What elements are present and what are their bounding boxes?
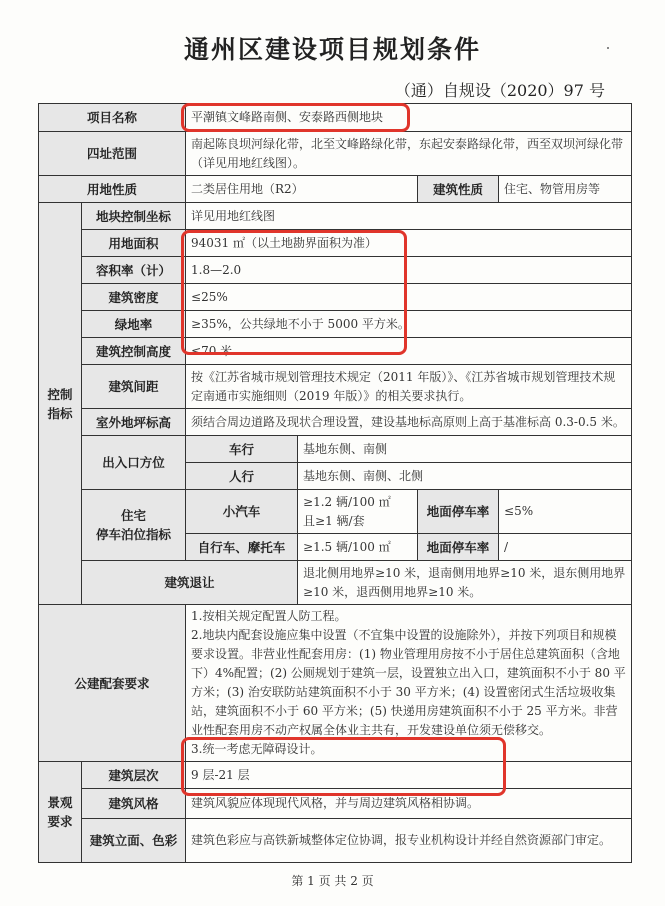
access-label: 出入口方位	[82, 436, 186, 490]
density-value: ≤25%	[186, 284, 632, 311]
parking-label	[82, 490, 186, 561]
facilities-value	[186, 605, 632, 762]
height-label: 建筑控制高度	[82, 338, 186, 365]
spacing-label: 建筑间距	[82, 365, 186, 409]
row-parking-car	[39, 490, 632, 534]
row-density	[39, 284, 632, 311]
facilities-item: 2.地块内配套设施应集中设置（不宜集中设置的设施除外），并按下列项目和规模要求设置。非营业性配套用房：(1) 物业管理用房按不小于居住总建筑面积（含地下）4%配置；(2) 公厕规划于建筑一层，设置独立出入口，建筑面积不小于 80 平方米；(3) 治安联防站建筑面积不小于 30 平方米；(4) 设置密闭式生活垃圾收集站，建筑面积不小于 60 平方米；(5) 快递用房建筑面积不小于 25 平方米。非营业性配套用房不动产权属全体业主共有，开发建设单位须无偿移交。	[191, 628, 626, 737]
facade-value: 建筑色彩应与高铁新城整体定位协调，报专业机构设计并经自然资源部门审定。	[186, 819, 632, 863]
coords-value: 详见用地红线图	[186, 203, 632, 230]
row-style	[39, 789, 632, 819]
parking-label-line1: 住宅	[121, 508, 147, 523]
landscape-group-label	[39, 762, 82, 863]
car-label: 小汽车	[186, 490, 298, 534]
style-label: 建筑风格	[82, 789, 186, 819]
project-name-value: 平潮镇文峰路南侧、安泰路西侧地块	[186, 104, 632, 132]
planning-conditions-table	[38, 103, 632, 863]
row-area	[39, 230, 632, 257]
building-nature-label: 建筑性质	[418, 176, 499, 203]
density-label: 建筑密度	[82, 284, 186, 311]
car-ground-parking-value: ≤5%	[499, 490, 632, 534]
landscape-group-text: 景观要求	[47, 795, 73, 829]
row-spacing	[39, 365, 632, 409]
setback-label: 建筑退让	[82, 561, 298, 605]
floors-value: 9 层-21 层	[186, 762, 632, 789]
facilities-label: 公建配套要求	[39, 605, 186, 762]
facilities-item: 1.按相关规定配置人防工程。	[191, 609, 347, 623]
facilities-item: 3.统一考虑无障碍设计。	[191, 742, 323, 756]
car-value-line2: 且≥1 辆/套	[303, 513, 365, 528]
row-green	[39, 311, 632, 338]
building-nature-value: 住宅、物管用房等	[499, 176, 632, 203]
boundaries-value: 南起陈良坝河绿化带，北至文峰路绿化带，东起安泰路绿化带，西至双坝河绿化带（详见用地红线图）。	[186, 132, 632, 176]
land-use-value: 二类居住用地（R2）	[186, 176, 418, 203]
bike-label: 自行车、摩托车	[186, 534, 298, 561]
vehicle-access-label: 车行	[186, 436, 298, 463]
project-name-label: 项目名称	[39, 104, 186, 132]
row-height	[39, 338, 632, 365]
car-value-line1: ≥1.2 辆/100 ㎡	[303, 494, 391, 509]
control-group-text: 控制指标	[47, 386, 73, 421]
elevation-label: 室外地坪标高	[82, 409, 186, 436]
height-value: ≤70 米	[186, 338, 632, 365]
boundaries-label: 四址范围	[39, 132, 186, 176]
row-boundaries	[39, 132, 632, 176]
bike-ground-parking-label: 地面停车率	[418, 534, 499, 561]
green-label: 绿地率	[82, 311, 186, 338]
area-label: 用地面积	[82, 230, 186, 257]
coords-label: 地块控制坐标	[82, 203, 186, 230]
setback-value: 退北侧用地界≥10 米，退南侧用地界≥10 米，退东侧用地界≥10 米，退西侧用地界≥10 米。	[298, 561, 632, 605]
elevation-value: 须结合周边道路及现状合理设置，建设基地标高原则上高于基准标高 0.3-0.5 米。	[186, 409, 632, 436]
row-floors	[39, 762, 632, 789]
car-ground-parking-label: 地面停车率	[418, 490, 499, 534]
pedestrian-access-value: 基地东侧、南侧、北侧	[298, 463, 632, 490]
style-value: 建筑风貌应体现现代风格，并与周边建筑风格相协调。	[186, 789, 632, 819]
parking-label-line2: 停车泊位指标	[96, 527, 172, 542]
row-setback	[39, 561, 632, 605]
page-footer: 第 1 页 共 2 页	[291, 874, 374, 888]
document-number: （通）自规设（2020）97 号	[394, 81, 605, 100]
row-facilities	[39, 605, 632, 762]
facade-label: 建筑立面、色彩	[82, 819, 186, 863]
row-far	[39, 257, 632, 284]
car-value	[298, 490, 418, 534]
green-value: ≥35%，公共绿地不小于 5000 平方米。	[186, 311, 632, 338]
control-group-label	[39, 203, 82, 605]
pedestrian-access-label: 人行	[186, 463, 298, 490]
area-value: 94031 ㎡（以土地勘界面积为准）	[186, 230, 632, 257]
row-elevation	[39, 409, 632, 436]
spacing-value: 按《江苏省城市规划管理技术规定（2011 年版）》、《江苏省城市规划管理技术规定南通市实施细则（2019 年版）》的相关要求执行。	[186, 365, 632, 409]
vehicle-access-value: 基地东侧、南侧	[298, 436, 632, 463]
row-facade	[39, 819, 632, 863]
far-value: 1.8—2.0	[186, 257, 632, 284]
bike-value: ≥1.5 辆/100 ㎡	[298, 534, 418, 561]
bike-ground-parking-value: /	[499, 534, 632, 561]
row-land-use	[39, 176, 632, 203]
row-access-vehicle	[39, 436, 632, 463]
land-use-label: 用地性质	[39, 176, 186, 203]
floors-label: 建筑层次	[82, 762, 186, 789]
page-title: 通州区建设项目规划条件	[183, 35, 481, 64]
row-coords	[39, 203, 632, 230]
far-label: 容积率（计）	[82, 257, 186, 284]
row-project-name	[39, 104, 632, 132]
